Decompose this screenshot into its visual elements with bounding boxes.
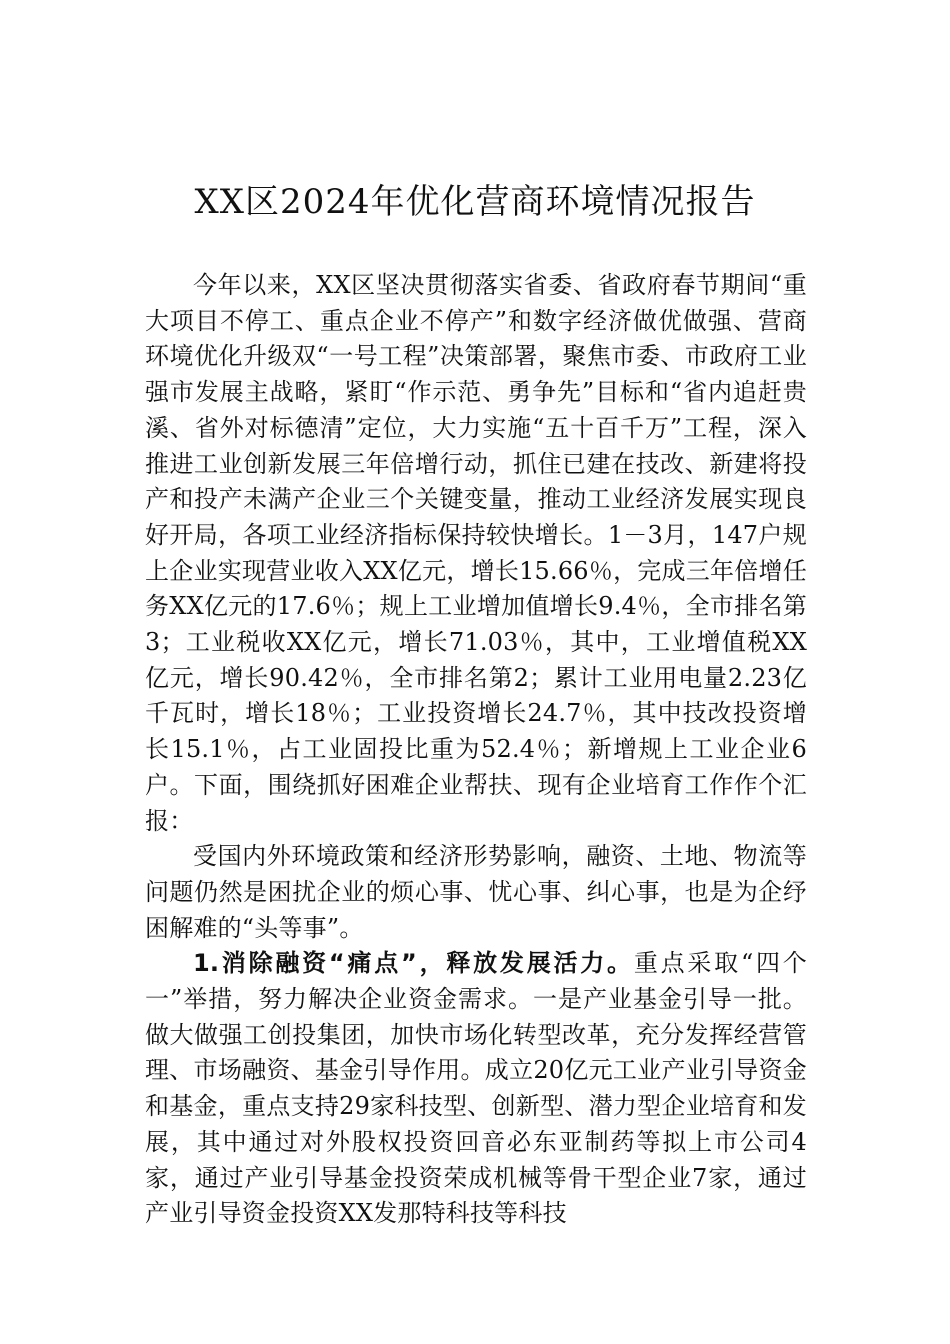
section-1-paragraph: [145, 946, 807, 1232]
intro-paragraph: 今年以来，XX区坚决贯彻落实省委、省政府春节期间“重大项目不停工、重点企业不停产”和数字经济做优做强、营商环境优化升级双“一号工程”决策部署，聚焦市委、市政府工业强市发展主战略，紧盯“作示范、勇争先”目标和“省内追赶贵溪、省外对标德清”定位，大力实施“五十百千万”工程，深入推进工业创新发展三年倍增行动，抓住已建在技改、新建将投产和投产未满产企业三个关键变量，推动工业经济发展实现良好开局，各项工业经济指标保持较快增长。1－3月，147户规上企业实现营业收入XX亿元，增长15.66％，完成三年倍增任务XX亿元的17.6％；规上工业增加值增长9.4％，全市排名第3；工业税收XX亿元，增长71.03％，其中，工业增值税XX亿元，增长90.42％，全市排名第2；累计工业用电量2.23亿千瓦时，增长18％；工业投资增长24.7％，其中技改投资增长15.1％，占工业固投比重为52.4％；新增规上工业企业6户。下面，围绕抓好困难企业帮扶、现有企业培育工作作个汇报：: [145, 271, 807, 835]
document-title: XX区2024年优化营商环境情况报告: [194, 182, 756, 222]
document-body: [145, 268, 807, 1232]
section-1-heading: 1.消除融资“痛点”，释放发展活力。: [193, 949, 634, 978]
context-paragraph: 受国内外环境政策和经济形势影响，融资、土地、物流等问题仍然是困扰企业的烦心事、忧心事、纠心事，也是为企纾困解难的“头等事”。: [145, 842, 807, 942]
section-1-text: 重点采取“四个一”举措，努力解决企业资金需求。一是产业基金引导一批。做大做强工创投集团，加快市场化转型改革，充分发挥经营管理、市场融资、基金引导作用。成立20亿元工业产业引导资金和基金，重点支持29家科技型、创新型、潜力型企业培育和发展，其中通过对外股权投资回音必东亚制药等拟上市公司4家，通过产业引导基金投资荣成机械等骨干型企业7家，通过产业引导资金投资XX发那特科技等科技: [145, 949, 807, 1228]
